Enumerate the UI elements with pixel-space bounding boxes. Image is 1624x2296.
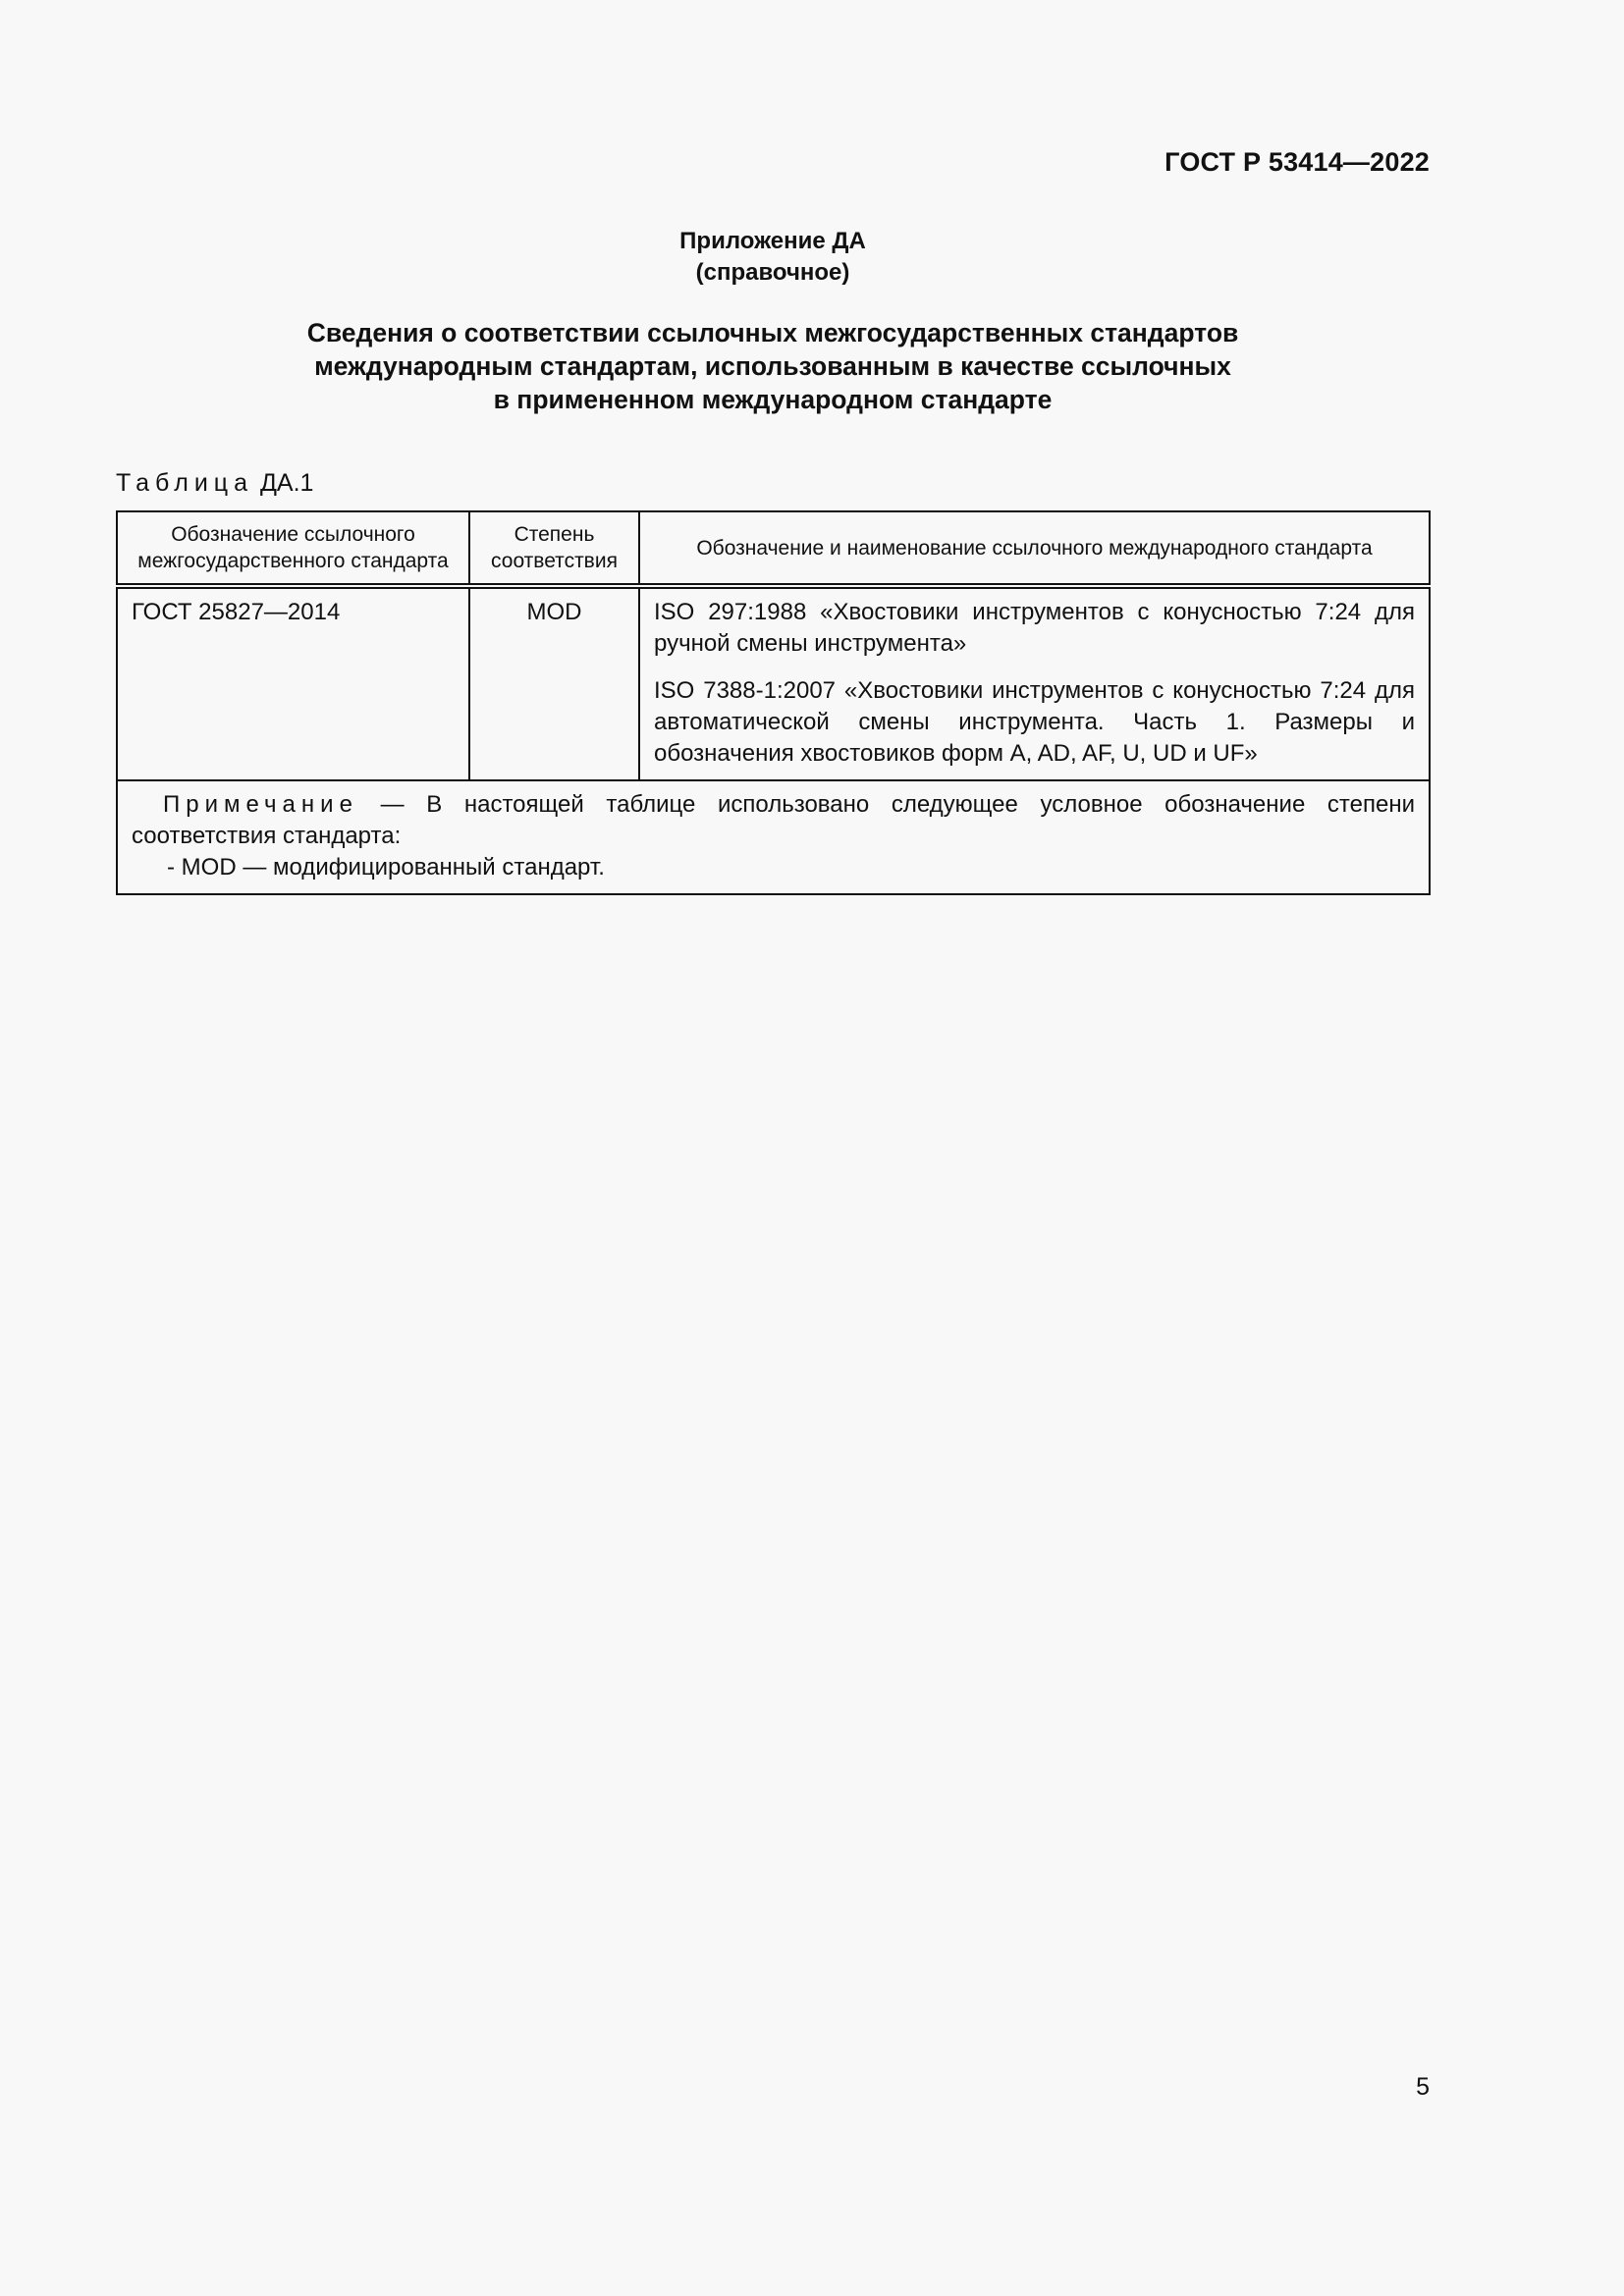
table-header-row <box>117 511 1430 586</box>
cell-international-standard <box>639 586 1430 780</box>
cell-designation: ГОСТ 25827—2014 <box>117 586 469 780</box>
header-degree: Степень соответствия <box>469 511 639 586</box>
iso-standard-entry: ISO 297:1988 «Хвостовики инструментов с конусностью 7:24 для ручной смены инструмента» <box>654 599 1415 657</box>
table-caption-label: Таблица <box>116 469 254 497</box>
note-body: — В настоящей таблице использовано следующее условное обозначение степени соответствия стандарта: <box>132 791 1415 849</box>
table-note <box>117 780 1430 894</box>
section-title <box>0 316 1545 416</box>
appendix-subtitle: (справочное) <box>695 259 850 286</box>
title-line: международным стандартам, использованным в качестве ссылочных <box>314 351 1231 381</box>
note-label: Примечание <box>163 791 358 818</box>
correspondence-table <box>116 510 1431 895</box>
document-number: ГОСТ Р 53414—2022 <box>1164 147 1430 177</box>
page-number: 5 <box>1416 2073 1430 2101</box>
header-international-standard: Обозначение и наименование ссылочного международного стандарта <box>639 511 1430 586</box>
table-caption <box>116 469 313 498</box>
note-text <box>132 789 1415 852</box>
iso-standard-entry: ISO 7388-1:2007 «Хвостовики инструментов с конусностью 7:24 для автоматической смены инструмента. Часть 1. Размеры и обозначения хвостовиков форм A, AD, AF, U, UD и UF» <box>654 677 1415 767</box>
title-line: Сведения о соответствии ссылочных межгосударственных стандартов <box>306 318 1239 347</box>
note-row <box>117 780 1430 894</box>
title-line: в примененном международном стандарте <box>493 385 1053 414</box>
cell-degree: MOD <box>469 586 639 780</box>
table-caption-number: ДА.1 <box>259 469 314 497</box>
appendix-heading <box>0 226 1545 289</box>
note-list-item: - MOD — модифицированный стандарт. <box>167 854 605 881</box>
table-row <box>117 586 1430 780</box>
appendix-title: Приложение ДА <box>679 228 866 254</box>
header-designation: Обозначение ссылочного межгосударственного стандарта <box>117 511 469 586</box>
